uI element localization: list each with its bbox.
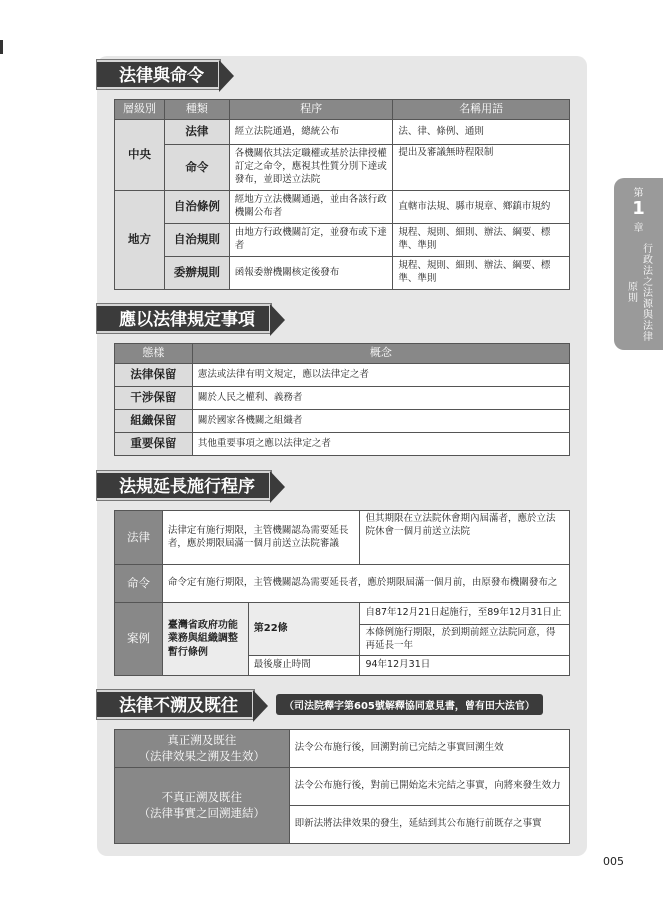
section-banner-non-retroactivity <box>97 690 543 719</box>
article-number: 第22條 <box>248 603 360 656</box>
section-title: 法規延長施行程序 <box>97 471 271 500</box>
header-concept: 概念 <box>192 344 569 364</box>
names-cell: 法、律、條例、通則 <box>393 120 570 145</box>
procedure-cell: 函報委辦機關核定後發布 <box>229 257 393 290</box>
false-retro-subtitle: （法律事實之回溯連結） <box>138 805 266 820</box>
reservation-concept: 憲法或法律有明文規定，應以法律定之者 <box>192 364 569 387</box>
section-banner-law-and-order <box>97 60 220 89</box>
reservation-concept: 其他重要事項之應以法律定之者 <box>192 433 569 456</box>
extension-procedure-table <box>114 510 570 676</box>
section-banner-legal-reservation <box>97 304 271 333</box>
chapter-zhang: 章 <box>633 223 644 234</box>
false-retroactivity-text-1: 法令公布施行後，對前已開始迄未完結之事實，向將來發生效力 <box>289 768 569 806</box>
reservation-type: 重要保留 <box>115 433 193 456</box>
true-retroactivity-text: 法令公布施行後，回溯對前已完結之事實回溯生效 <box>289 730 569 768</box>
case-label: 案例 <box>115 603 163 676</box>
header-procedure: 程序 <box>229 100 393 120</box>
names-cell: 提出及審議無時程限制 <box>393 145 570 191</box>
reservation-type: 組織保留 <box>115 410 193 433</box>
non-retroactivity-table <box>114 729 570 844</box>
case-name: 臺灣省政府功能業務與組織調整暫行條例 <box>162 603 248 676</box>
law-text-exception: 但其期限在立法院休會期內屆滿者，應於立法院休會一個月前送立法院 <box>360 511 570 565</box>
type-cell: 自治規則 <box>164 224 229 257</box>
names-cell: 規程、規則、細則、辦法、綱要、標準、準則 <box>393 257 570 290</box>
procedure-cell: 經立法院通過，總統公布 <box>229 120 393 145</box>
level-central: 中央 <box>115 120 165 191</box>
article-text-period: 自87年12月21日起施行，至89年12月31日止 <box>360 603 570 625</box>
chapter-di: 第 <box>633 188 644 199</box>
reservation-type: 干涉保留 <box>115 387 193 410</box>
order-text: 命令定有施行期限，主管機關認為需要延長者，應於期限屆滿一個月前，由原發布機關發布之 <box>162 565 569 603</box>
law-label: 法律 <box>115 511 163 565</box>
names-cell: 直轄市法規、縣市規章、鄉鎮市規約 <box>393 191 570 224</box>
true-retroactivity-label <box>115 730 290 768</box>
reservation-type: 法律保留 <box>115 364 193 387</box>
procedure-cell: 各機關依其法定職權或基於法律授權訂定之命令，應視其性質分別下達或發布，並即送立法院 <box>229 145 393 191</box>
level-local: 地方 <box>115 191 165 290</box>
type-cell: 委辦規則 <box>164 257 229 290</box>
order-label: 命令 <box>115 565 163 603</box>
legal-reservation-table <box>114 343 570 456</box>
names-cell: 規程、規則、細則、辦法、綱要、標準、準則 <box>393 224 570 257</box>
law-order-table <box>114 99 570 290</box>
chapter-number: 1 <box>632 198 645 219</box>
type-cell: 自治條例 <box>164 191 229 224</box>
false-retroactivity-label <box>115 768 290 844</box>
true-retro-title: 真正溯及既往 <box>167 732 237 747</box>
section-title: 法律與命令 <box>97 60 220 89</box>
procedure-cell: 由地方行政機關訂定，並發布或下達者 <box>229 224 393 257</box>
crop-mark <box>0 40 3 54</box>
section-title: 法律不溯及既往 <box>97 690 254 719</box>
false-retro-title: 不真正溯及既往 <box>161 789 243 804</box>
article-text-extension: 本條例施行期限，於到期前經立法院同意，得再延長一年 <box>360 625 570 656</box>
page-number: 005 <box>603 855 624 868</box>
reservation-concept: 關於國家各機關之組織者 <box>192 410 569 433</box>
section-note: （司法院釋字第605號解釋協同意見書，曾有田大法官） <box>276 694 543 715</box>
chapter-tab[interactable] <box>614 178 663 350</box>
reservation-concept: 關於人民之權利、義務者 <box>192 387 569 410</box>
true-retro-subtitle: （法律效果之溯及生效） <box>138 748 266 763</box>
header-names: 名稱用語 <box>393 100 570 120</box>
header-type: 種類 <box>164 100 229 120</box>
type-cell: 法律 <box>164 120 229 145</box>
header-level: 層級別 <box>115 100 165 120</box>
header-form: 態樣 <box>115 344 193 364</box>
procedure-cell: 經地方立法機關通過，並由各該行政機關公布者 <box>229 191 393 224</box>
false-retroactivity-text-2: 即新法將法律效果的發生，延結到其公布施行前既存之事實 <box>289 806 569 844</box>
chapter-title: 行政法之法源與法律原則 <box>625 242 652 342</box>
section-title: 應以法律規定事項 <box>97 304 271 333</box>
section-banner-extension-procedure <box>97 471 271 500</box>
last-date-value: 94年12月31日 <box>360 655 570 675</box>
type-cell: 命令 <box>164 145 229 191</box>
law-text-main: 法律定有施行期限，主管機關認為需要延長者，應於期限屆滿一個月前送立法院審議 <box>162 511 360 565</box>
last-date-label: 最後廢止時間 <box>248 655 360 675</box>
